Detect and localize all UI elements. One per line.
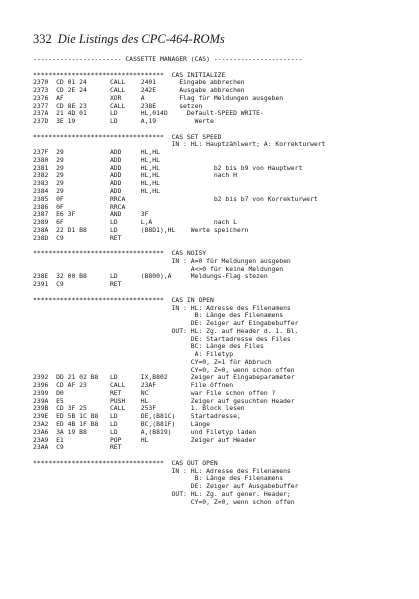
listing-line: A<>0 für keine Meldungen [33, 265, 284, 273]
listing-line: 23A6 3A 19 B8 LD A,(B819) und Filetyp laden [33, 428, 257, 436]
listing-line [33, 289, 413, 297]
listing-line: B: Länge des Filenamens [33, 475, 284, 483]
listing-line: 238D C9 RET [33, 234, 122, 242]
listing-line: 237A 21 4D 01 LD HL,014D Default-SPEED WRITE- [33, 110, 264, 118]
listing-line: 237F 29 ADD HL,HL [33, 149, 160, 157]
listing-line: 2382 29 ADD HL,HL nach H [33, 172, 237, 180]
listing-line: 2385 0F RRCA b2 bis b7 von Korrekturwert [33, 195, 318, 203]
listing-line: 23AA C9 RET [33, 444, 122, 452]
assembly-listing [33, 56, 413, 506]
listing-line: 2384 29 ADD HL,HL [33, 188, 160, 196]
listing-line: 2376 AF XOR A Flag für Meldungen ausgeben [33, 94, 284, 102]
listing-line: CY=0, Z=0, wenn schon offen [33, 498, 295, 506]
listing-line: IN : HL: Adresse des Filenamens [33, 304, 291, 312]
listing-line: 2383 29 ADD HL,HL [33, 180, 160, 188]
listing-line: OUT: HL: Zg. auf gener. Header; [33, 490, 291, 498]
page-title: Die Listings des CPC-464-ROMs [57, 32, 225, 46]
listing-line: A: Filetyp [33, 351, 234, 359]
listing-line: 2386 0F RRCA [33, 203, 126, 211]
listing-line: ********************************** CAS NOISY [33, 250, 207, 258]
listing-line: DE: Zeiger auf Eingabebuffer [33, 320, 299, 328]
listing-line: ********************************** CAS OUT OPEN [33, 459, 218, 467]
listing-line: 2370 CD 01 24 CALL 2401 Eingabe abbrechen [33, 79, 245, 87]
listing-line: ********************************** CAS INITIALIZE [33, 71, 226, 79]
listing-line: ********************************** CAS IN OPEN [33, 296, 214, 304]
listing-line: 2387 E6 3F AND 3F [33, 211, 149, 219]
listing-line: BC: Länge des Files [33, 343, 264, 351]
listing-line: ----------------------- CASSETTE MANAGER (CAS) ----------------------- [33, 56, 303, 63]
listing-line: 2391 C9 RET [33, 281, 122, 289]
listing-line: 2399 D0 RET NC war File schon offen ? [33, 389, 276, 397]
listing-line: 2373 CD 2E 24 CALL 242E Ausgabe abbrechen [33, 87, 245, 95]
listing-line: DE: Zeiger auf Ausgabebuffer [33, 483, 299, 491]
listing-line: DE: Startadresse des Files [33, 335, 291, 343]
listing-line: ********************************** CAS SET SPEED [33, 133, 222, 141]
listing-line: 2377 CD 8E 23 CALL 238E setzen [33, 102, 203, 110]
listing-line: 2392 DD 21 02 B8 LD IX,B802 Zeiger auf Eingabeparameter [33, 374, 295, 382]
listing-line: 239E ED 5B 1C B8 LD DE,(B81C) Startadresse, [33, 413, 241, 421]
listing-line: 239B CD 3F 25 CALL 253F 1. Block lesen [33, 405, 245, 413]
listing-line: IN : A=0 für Meldungen ausgeben [33, 257, 291, 265]
listing-line: 2389 6F LD L,A nach L [33, 219, 237, 227]
listing-line: 2380 29 ADD HL,HL [33, 156, 160, 164]
listing-line: 23A9 E1 POP HL Zeiger auf Header [33, 436, 257, 444]
listing-line: 2381 29 ADD HL,HL b2 bis b9 von Hauptwert [33, 164, 303, 172]
listing-line: IN : HL: Adresse des Filenamens [33, 467, 291, 475]
listing-line: B: Länge des Filenamens [33, 312, 284, 320]
listing-line: OUT: HL: Zg. auf Header d. 1. Bl. [33, 327, 299, 335]
listing-line: 238A 22 D1 B8 LD (B8D1),HL Werte speichern [33, 226, 249, 234]
listing-line: CY=0, Z=0, wenn schon offen [33, 366, 295, 374]
listing-line: IN : HL: Hauptzählwert; A: Korrekturwert [33, 141, 326, 149]
listing-line: 2396 CD AF 23 CALL 23AF File öffnen [33, 382, 234, 390]
listing-line: 239A E5 PUSH HL Zeiger auf gesuchten Header [33, 397, 295, 405]
listing-line: 23A2 ED 4B 1F B8 LD BC,(B81F) Länge [33, 420, 210, 428]
page-header [33, 32, 225, 47]
listing-line [33, 64, 413, 72]
listing-line [33, 126, 413, 134]
listing-line: 237D 3E 19 LD A,19 Werte [33, 118, 214, 126]
listing-line: CY=0, Z=1 für Abbruch [33, 358, 272, 366]
listing-line [33, 242, 413, 250]
listing-line [33, 452, 413, 460]
listing-line: 238E 32 00 B8 LD (B800),A Meldungs-Flag stezen [33, 273, 268, 281]
page-number: 332 [33, 32, 52, 46]
